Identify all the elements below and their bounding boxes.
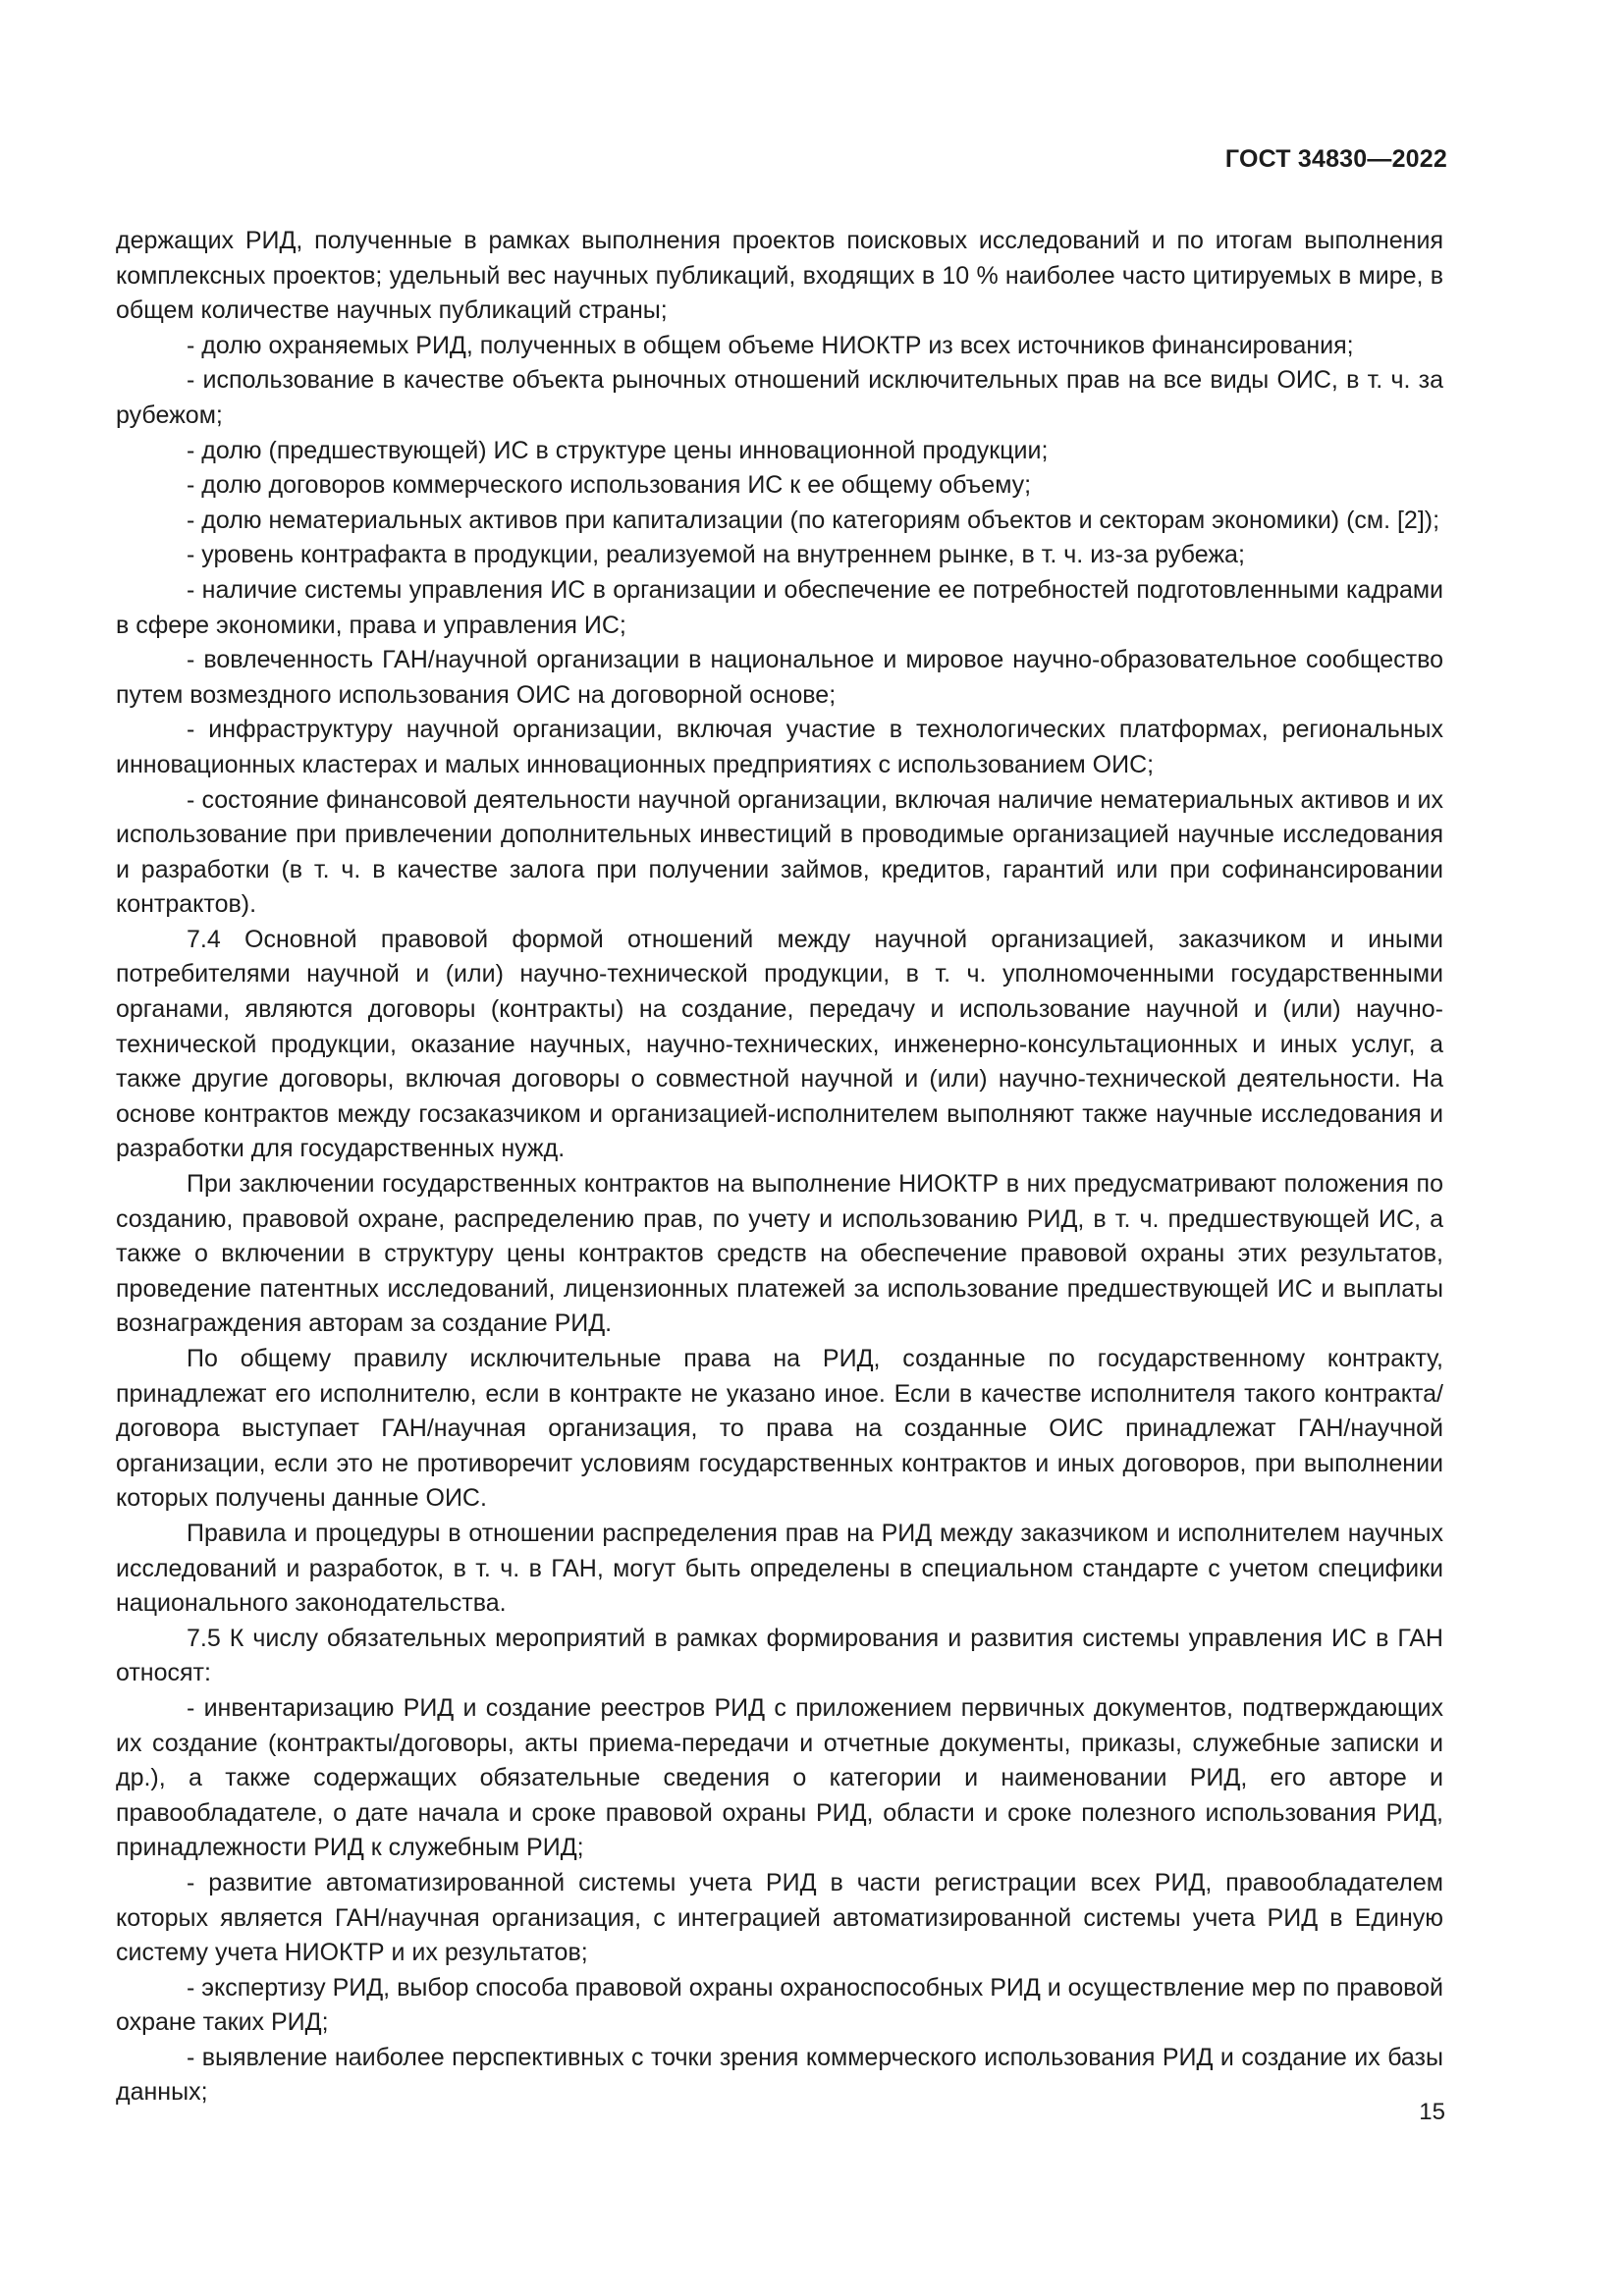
paragraph: - долю охраняемых РИД, полученных в общем объеме НИОКТР из всех источников финансирования; (187, 331, 1354, 359)
paragraph: - долю (предшествующей) ИС в структуре цены инновационной продукции; (187, 436, 1049, 464)
paragraph: - инвентаризацию РИД и создание реестров РИД с приложением первичных документов, подтверждающих их создание (контракты/договоры, акты приема-передачи и отчетные документы, приказы, служебные записки и др.), а также содержащих обязательные сведения о категории и наименовании РИД, его авторе и правообладателе, о дате начала и сроке правовой охраны РИД, области и сроке полезного использования РИД, принадлежности РИД к служебным РИД; (116, 1693, 1443, 1862)
paragraph: - выявление наиболее перспективных с точки зрения коммерческого использования РИД и создание их базы данных; (116, 2043, 1443, 2107)
paragraph: - вовлеченность ГАН/научной организации в национальное и мировое научно-образовательное сообщество путем возмездного использования ОИС на договорной основе; (116, 646, 1443, 709)
document-code: ГОСТ 34830—2022 (1224, 145, 1447, 173)
page-number: 15 (1419, 2099, 1445, 2125)
paragraph: - долю договоров коммерческого использования ИС к ее общему объему; (187, 471, 1032, 500)
paragraph: Правила и процедуры в отношении распределения прав на РИД между заказчиком и исполнителем научных исследований и разработок, в т. ч. в ГАН, могут быть определены в специальном стандарте с учетом специфики национального законодательства. (116, 1519, 1443, 1618)
paragraph: держащих РИД, полученные в рамках выполнения проектов поисковых исследований и по итогам выполнения комплексных проектов; удельный вес научных публикаций, входящих в 10 % наиболее часто цитируемых в мире, в общем количестве научных публикаций страны; (116, 227, 1443, 325)
paragraph: - экспертизу РИД, выбор способа правовой охраны охраноспособных РИД и осуществление мер по правовой охране таких РИД; (116, 1973, 1443, 2037)
paragraph: - использование в качестве объекта рыночных отношений исключительных прав на все виды ОИС, в т. ч. за рубежом; (116, 366, 1443, 429)
paragraph: - развитие автоматизированной системы учета РИД в части регистрации всех РИД, правообладателем которых является ГАН/научная организация, с интеграцией автоматизированной системы учета РИД в Единую систему учета НИОКТР и их результатов; (116, 1868, 1443, 1967)
paragraph: - уровень контрафакта в продукции, реализуемой на внутреннем рынке, в т. ч. из-за рубежа; (187, 541, 1245, 569)
body-text (116, 224, 1443, 2110)
paragraph: - долю нематериальных активов при капитализации (по категориям объектов и секторам экономики) (см. [2]); (187, 506, 1440, 534)
paragraph: По общему правилу исключительные права на РИД, созданные по государственному контракту, принадлежат его исполнителю, если в контракте не указано иное. Если в качестве исполнителя такого контракта/договора выступает ГАН/научная организация, то права на созданные ОИС принадлежат ГАН/научной организации, если это не противоречит условиям государственных контрактов и иных договоров, при выполнении которых получены данные ОИС. (116, 1345, 1443, 1513)
paragraph: 7.5 К числу обязательных мероприятий в рамках формирования и развития системы управления ИС в ГАН относят: (116, 1624, 1443, 1687)
paragraph: - состояние финансовой деятельности научной организации, включая наличие нематериальных активов и их использование при привлечении дополнительных инвестиций в проводимые организацией научные исследования и разработки (в т. ч. в качестве залога при получении займов, кредитов, гарантий или при софинансировании контрактов). (116, 785, 1443, 919)
paragraph: - наличие системы управления ИС в организации и обеспечение ее потребностей подготовленными кадрами в сфере экономики, права и управления ИС; (116, 575, 1443, 639)
paragraph: При заключении государственных контрактов на выполнение НИОКТР в них предусматривают положения по созданию, правовой охране, распределению прав, по учету и использованию РИД, в т. ч. предшествующей ИС, а также о включении в структуру цены контрактов средств на обеспечение правовой охраны этих результатов, проведение патентных исследований, лицензионных платежей за использование предшествующей ИС и выплаты вознаграждения авторам за создание РИД. (116, 1170, 1443, 1338)
paragraph: - инфраструктуру научной организации, включая участие в технологических платформах, региональных инновационных кластерах и малых инновационных предприятиях с использованием ОИС; (116, 716, 1443, 778)
paragraph: 7.4 Основной правовой формой отношений между научной организацией, заказчиком и иными потребителями научной и (или) научно-технической продукции, в т. ч. уполномоченными государственными органами, являются договоры (контракты) на создание, передачу и использование научной и (или) научно-технической продукции, оказание научных, научно-технических, инженерно-консультационных и иных услуг, а также другие договоры, включая договоры о совместной научной и (или) научно-технической деятельности. На основе контрактов между госзаказчиком и организацией-исполнителем выполняют также научные исследования и разработки для государственных нужд. (116, 925, 1443, 1163)
